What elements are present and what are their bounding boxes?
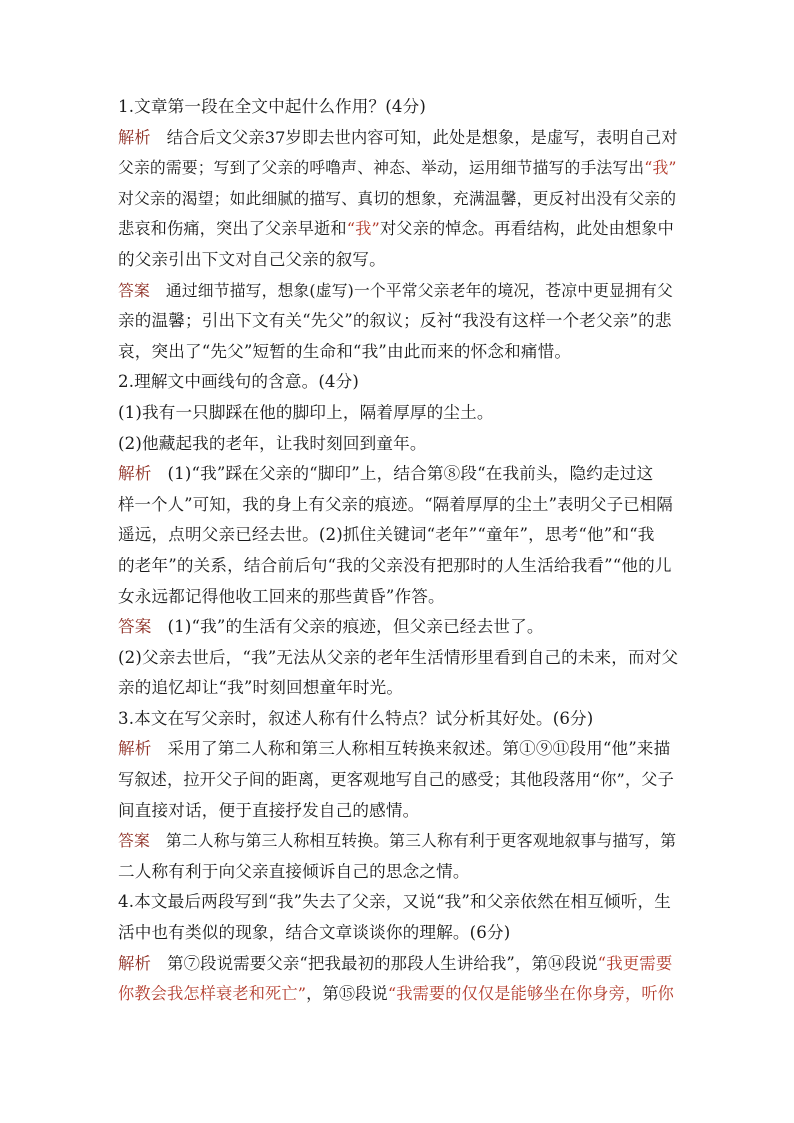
- text-segment: (2)父亲去世后，“我”无法从父亲的老年生活情形里看到自己的未来，而对父: [118, 647, 679, 667]
- text-segment: 通过细节描写，想象(虚写)一个平常父亲老年的境况，苍凉中更显拥有父: [165, 280, 673, 300]
- text-segment: (1)“我”的生活有父亲的痕迹，但父亲已经去世了。: [167, 617, 544, 637]
- text-line: [118, 551, 678, 582]
- text-segment: (2)他藏起我的老年，让我时刻回到童年。: [118, 433, 427, 453]
- text-segment: 2.理解文中画线句的含意。(4分): [118, 372, 360, 392]
- text-line: [118, 582, 678, 613]
- text-segment: 3.本文在写父亲时，叙述人称有什么特点？试分析其好处。(6分): [118, 708, 594, 728]
- text-line: [118, 398, 678, 429]
- text-segment: 二人称有利于向父亲直接倾诉自己的思念之情。: [118, 861, 470, 881]
- text-line: [118, 306, 678, 337]
- text-segment: 样一个人”可知，我的身上有父亲的痕迹。“隔着厚厚的尘土”表明父子已相隔: [118, 494, 673, 514]
- text-segment: 悲哀和伤痛，突出了父亲早逝和: [118, 219, 347, 239]
- text-line: [118, 245, 678, 276]
- highlight-text: 你教会我怎样衰老和死亡”: [118, 984, 307, 1004]
- text-segment: 1.文章第一段在全文中起什么作用？(4分): [118, 97, 426, 116]
- text-segment: 亲的追忆却让“我”时刻回想童年时光。: [118, 678, 404, 698]
- highlight-text: “我更需要: [597, 953, 673, 973]
- text-segment: 采用了第二人称和第三人称相互转换来叙述。第①⑨⑪段用“他”来描: [167, 739, 671, 759]
- text-line: [118, 734, 678, 765]
- text-line: [118, 429, 678, 460]
- text-line: [118, 673, 678, 704]
- question-line: [118, 704, 678, 735]
- answer-label: 答案: [118, 831, 150, 851]
- text-segment: 亲的温馨；引出下文有关“先父”的叙议；反衬“我没有这样一个老父亲”的悲: [118, 311, 672, 331]
- document-body: [118, 92, 678, 1010]
- text-segment: 的老年”的关系，结合前后句“我的父亲没有把那时的人生活给我看”“他的儿: [118, 555, 672, 575]
- text-segment: ，第⑮段说: [306, 984, 388, 1004]
- text-segment: 父亲的需要；写到了父亲的呼噜声、神态、举动，运用细节描写的手法写出: [118, 158, 645, 178]
- answer-label: 答案: [118, 617, 152, 637]
- text-segment: 写叙述，拉开父子间的距离，更客观地写自己的感受；其他段落用“你”，父子: [118, 770, 674, 790]
- text-segment: 对父亲的渴望；如此细腻的描写、真切的想象，充满温馨，更反衬出没有父亲的: [118, 188, 677, 208]
- text-line: [118, 276, 678, 307]
- text-segment: 哀，突出了“先父”短暂的生命和“我”由此而来的怀念和痛惜。: [118, 341, 572, 361]
- analysis-label: 解析: [118, 739, 152, 759]
- text-line: [118, 765, 678, 796]
- text-line: [118, 490, 678, 521]
- text-line: [118, 612, 678, 643]
- analysis-label: 解析: [118, 953, 152, 973]
- text-segment: 遥远，点明父亲已经去世。(2)抓住关键词“老年”“童年”，思考“他”和“我: [118, 525, 655, 545]
- text-segment: 第⑦段说需要父亲“把我最初的那段人生讲给我”，第⑭段说: [167, 953, 598, 973]
- analysis-label: 解析: [118, 127, 151, 147]
- text-segment: 对父亲的悼念。再看结构，此处由想象中: [379, 219, 675, 239]
- text-line: [118, 214, 678, 245]
- text-segment: 间直接对话，便于直接抒发自己的感情。: [118, 800, 420, 820]
- text-segment: 女永远都记得他收工回来的那些黄昏”作答。: [118, 586, 445, 606]
- analysis-label: 解析: [118, 464, 152, 484]
- question-line: [118, 887, 678, 918]
- text-line: [118, 520, 678, 551]
- highlight-text: “我需要的仅仅是能够坐在你身旁，听你: [387, 984, 674, 1004]
- text-segment: 结合后文父亲37岁即去世内容可知，此处是想象，是虚写，表明自己对: [166, 127, 678, 147]
- highlight-text: “我”: [644, 158, 677, 178]
- text-segment: (1)“我”踩在父亲的“脚印”上，结合第⑧段“在我前头，隐约走过这: [167, 464, 654, 484]
- text-line: [118, 153, 678, 184]
- question-line: [118, 92, 678, 123]
- text-line: [118, 337, 678, 368]
- text-segment: (1)我有一只脚踩在他的脚印上，隔着厚厚的尘土。: [118, 402, 494, 422]
- question-line: [118, 367, 678, 398]
- text-segment: 活中也有类似的现象，结合文章谈谈你的理解。(6分): [118, 923, 511, 943]
- text-segment: 的父亲引出下文对自己父亲的叙写。: [118, 249, 386, 269]
- text-segment: 第二人称与第三人称相互转换。第三人称有利于更客观地叙事与描写，第: [165, 831, 677, 851]
- text-line: [118, 826, 678, 857]
- text-line: [118, 857, 678, 888]
- text-line: [118, 184, 678, 215]
- text-line: [118, 949, 678, 980]
- text-segment: 4.本文最后两段写到“我”失去了父亲，又说“我”和父亲依然在相互倾听，生: [118, 892, 671, 912]
- highlight-text: “我”: [346, 219, 380, 239]
- text-line: [118, 796, 678, 827]
- text-line: [118, 459, 678, 490]
- text-line: [118, 643, 678, 674]
- text-line: [118, 979, 678, 1010]
- text-line: [118, 123, 678, 154]
- question-line: [118, 918, 678, 949]
- answer-label: 答案: [118, 280, 150, 300]
